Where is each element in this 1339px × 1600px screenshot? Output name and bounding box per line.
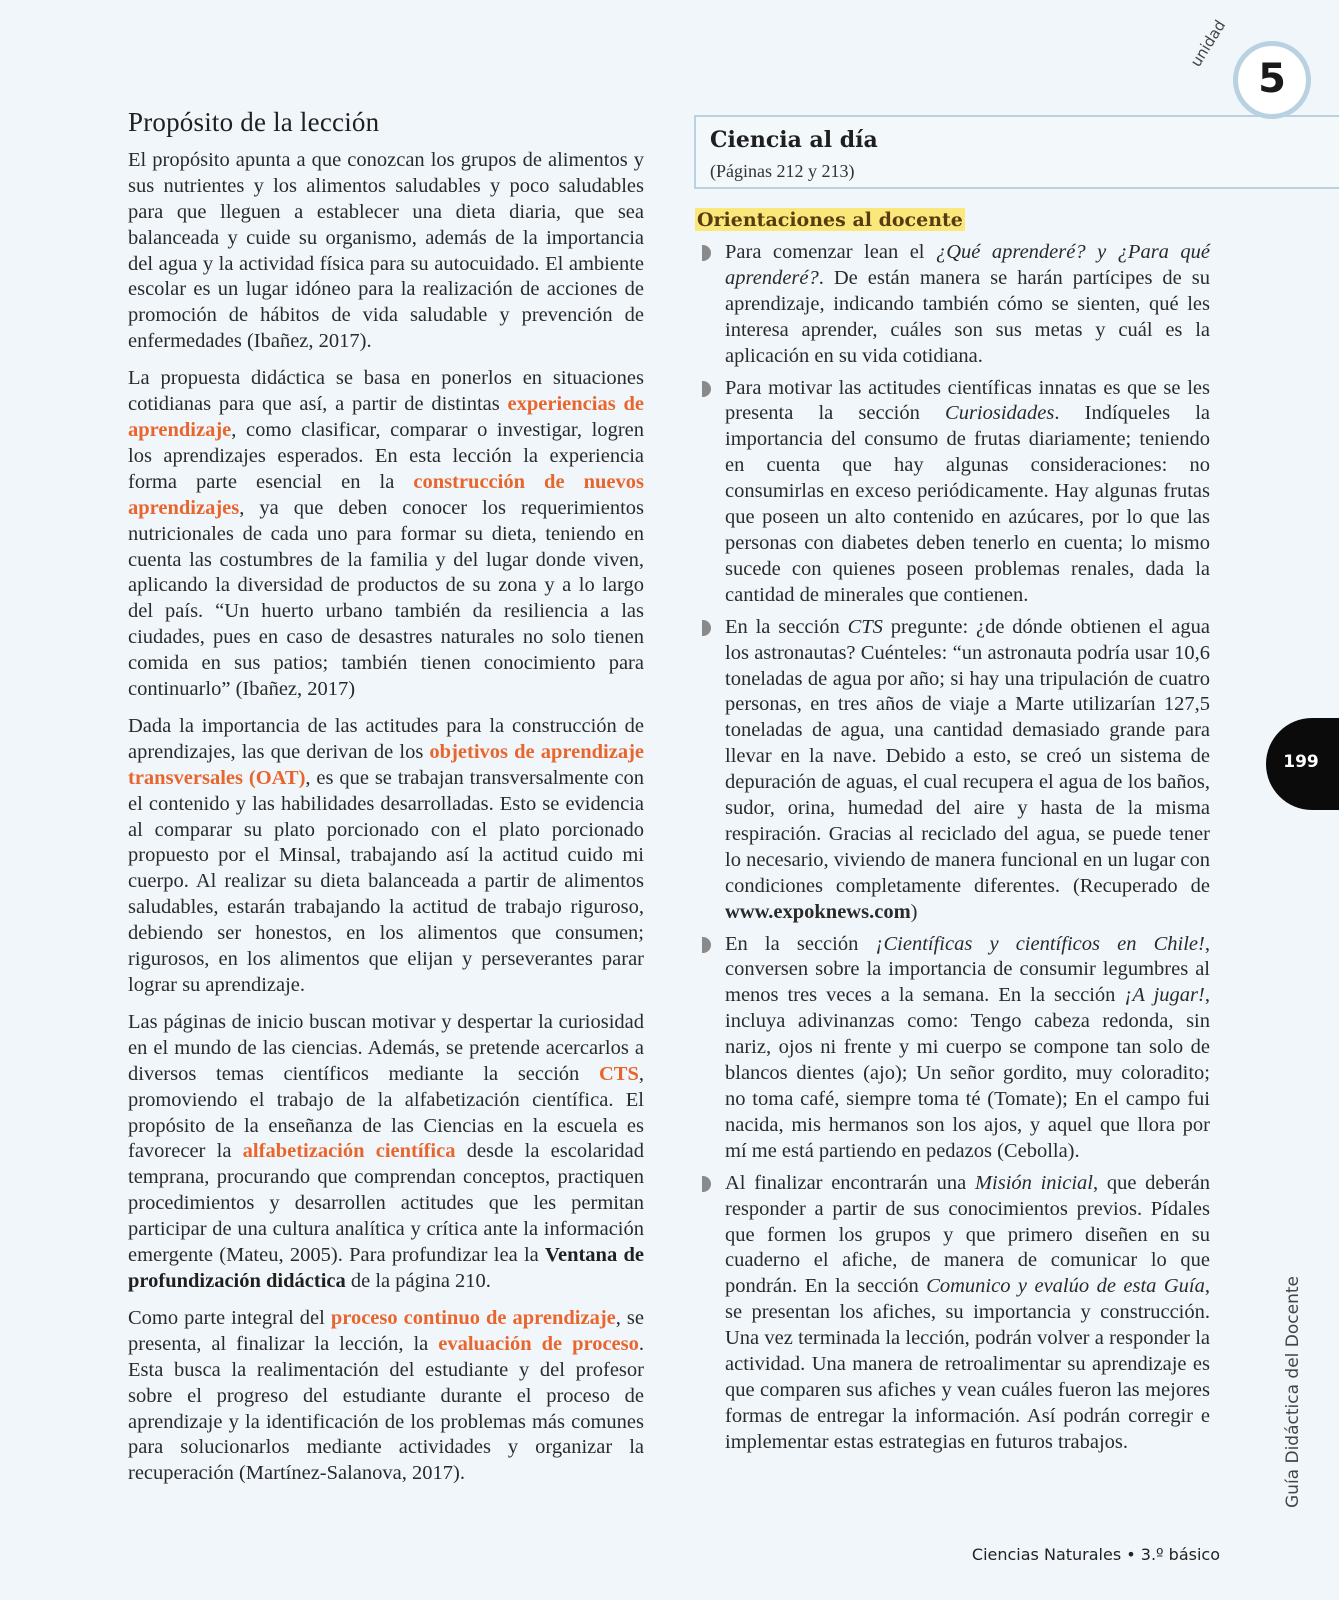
page-number-tab: [1266, 718, 1339, 810]
bullet-item: Para motivar las actitudes científicas innatas es que se les presenta la sección Curiosidades. Indíqueles la importancia del consumo de frutas diariamente; teniendo en cuenta que hay algunas consideraciones: no consumirlas en exceso periódicamente. Hay algunas frutas que poseen un alto contenido en azúcares, por lo que las personas con diabetes deben tenerlo en cuenta; lo mismo sucede con quienes poseen problemas renales, dada la cantidad de minerales que contienen.: [702, 376, 1210, 609]
bullet-icon: [702, 937, 711, 953]
bullet-item: Al finalizar encontrarán una Misión inicial, que deberán responder a partir de sus conocimientos previos. Pídales que formen los grupos y que primero diseñen en su cuaderno el afiche, de manera de comunicar lo que pondrán. En la sección Comunico y evalúo de esta Guía, se presentan los afiches, su importancia y construcción. Una vez terminada la lección, podrán volver a responder la actividad. Una manera de retroalimentar su aprendizaje es que comparen sus afiches y vean cuáles fueron las mejores formas de entregar la información. Así podrán corregir e implementar estas estrategias en futuros trabajos.: [702, 1171, 1210, 1456]
unit-number: 5: [1258, 56, 1286, 102]
highlight-term: construcción de nuevos aprendizajes: [128, 470, 644, 519]
highlight-term: proceso continuo de aprendizaje: [330, 1306, 616, 1329]
paragraph-2: La propuesta didáctica se basa en ponerlos en situaciones cotidianas para que así, a partir de distintas experiencias de aprendizaje, como clasificar, comparar o investigar, logren los aprendizajes esperados. En esta lección la experiencia forma parte esencial en la construcción de nuevos aprendizajes, ya que deben conocer los requerimientos nutricionales de cada uno para formar su dieta, teniendo en cuenta las costumbres de la familia y del lugar donde viven, aplicando la diversidad de productos de su zona y a lo largo del país. “Un huerto urbano también da resiliencia a las ciudades, pues en caso de desastres naturales no solo tienen comida en sus patios; también tienen conocimiento para continuarlo” (Ibañez, 2017): [128, 367, 645, 701]
bullet-icon: [702, 1176, 711, 1192]
side-guide-label: Guía Didáctica del Docente: [1283, 1276, 1303, 1508]
paragraph-3: Dada la importancia de las actitudes para la construcción de aprendizajes, las que derivan de los objetivos de aprendizaje transversales (OAT), es que se trabajan transversalmente con el contenido y las habilidades desarrolladas. Esto se evidencia al comparar su plato porcionado con el plato porcionado propuesto por el Minsal, trabajando así la actitud cuido mi cuerpo. Al realizar su dieta balanceada a partir de alimentos saludables, estarán trabajando la actitud de trabajo riguroso, debiendo ser honestos, en los alimentos que consumen; rigurosos, en los alimentos que elijan y perseverantes parar lograr su aprendizaje.: [128, 714, 644, 996]
highlight-term: objetivos de aprendizaje transversales (OAT): [128, 740, 644, 789]
lesson-purpose-heading: Propósito de la lección: [128, 107, 380, 137]
highlight-term: evaluación de proceso: [438, 1332, 639, 1355]
bullet-icon: [702, 620, 711, 636]
highlight-term: alfabetización científica: [242, 1140, 456, 1163]
right-column: [702, 240, 1210, 1462]
bold-term: Ventana de profundización didáctica: [128, 1244, 644, 1292]
bullet-item: En la sección ¡Científicas y científicos en Chile!, conversen sobre la importancia de consumir legumbres al menos tres veces a la semana. En la sección ¡A jugar!, incluya adivinanzas como: Tengo cabeza redonda, sin nariz, ojos ni frente y mi cuerpo se compone tan solo de blancos dientes (ajo); Un señor gordito, muy coloradito; no toma café, siempre toma té (Tomate); En el campo fui nacida, mis hermanos son los ajos, y aquel que llora por mí me está partiendo en pedazos (Cebolla).: [702, 932, 1210, 1165]
ciencia-al-dia-title: Ciencia al día: [710, 127, 878, 153]
unidad-label: unidad: [1186, 16, 1230, 70]
bullet-icon: [702, 245, 711, 261]
paragraph-1: El propósito apunta a que conozcan los grupos de alimentos y sus nutrientes y los alimentos saludables y poco saludables para que lleguen a establecer una dieta diaria, que sea balanceada y cuide su organismo, además de la importancia del agua y la actividad física para su autocuidado. El ambiente escolar es un lugar idóneo para la realización de acciones de promoción de hábitos de vida saludable y prevención de enfermedades (Ibañez, 2017).: [128, 148, 644, 353]
footer: Ciencias Naturales • 3.º básico: [971, 1545, 1220, 1564]
orientaciones-heading: Orientaciones al docente: [697, 209, 963, 231]
bullet-item: Para comenzar lean el ¿Qué aprenderé? y ¿Para qué aprenderé?. De están manera se harán partícipes de su aprendizaje, indicando también cómo se sienten, qué les interesa aprender, cuáles son sus metas y cuál es la aplicación en su vida cotidiana.: [702, 240, 1210, 370]
left-column: [128, 107, 645, 1498]
ciencia-al-dia-pages: (Páginas 212 y 213): [710, 161, 855, 181]
highlight-term: CTS: [598, 1062, 639, 1085]
ciencia-al-dia-box: [694, 115, 1339, 189]
paragraph-5: Como parte integral del proceso continuo de aprendizaje, se presenta, al finalizar la lección, la evaluación de proceso. Esta busca la realimentación del estudiante y del profesor sobre el progreso del estudiante durante el proceso de aprendizaje y la identificación de los problemas más comunes para solucionarlos mediante actividades y organizar la recuperación (Martínez-Salanova, 2017).: [128, 1306, 645, 1485]
unit-badge: [1233, 41, 1311, 119]
page-number: 199: [1283, 752, 1319, 772]
bullet-item: En la sección CTS pregunte: ¿de dónde obtienen el agua los astronautas? Cuénteles: “un astronauta podría usar 10,6 toneladas de agua por año; si hay una tripulación de cuatro personas, en tres años de viaje a Marte utilizarían 127,5 toneladas de agua, una cantidad demasiado grande para llevar en la nave. Debido a esto, se creó un sistema de depuración de aguas, el cual recupera el agua de los baños, sudor, orina, humedad del aire y hasta de la misma respiración. Gracias al reciclado del agua, se puede tener lo necesario, viviendo de manera funcional en un lugar con condiciones completamente diferentes. (Recuperado de www.expoknews.com): [702, 615, 1210, 926]
highlight-term: experiencias de aprendizaje: [128, 393, 645, 441]
source-link: www.expoknews.com: [725, 900, 911, 923]
paragraph-4: Las páginas de inicio buscan motivar y despertar la curiosidad en el mundo de las ciencias. Además, se pretende acercarlos a diversos temas científicos mediante la sección CTS, promoviendo el trabajo de la alfabetización científica. El propósito de la enseñanza de las Ciencias en la escuela es favorecer la alfabetización científica desde la escolaridad temprana, procurando que comprendan conceptos, practiquen procedimientos y desarrollen actitudes que les permitan participar de una cultura analítica y crítica ante la información emergente (Mateu, 2005). Para profundizar lea la Ventana de profundización didáctica de la página 210.: [128, 1010, 645, 1292]
bullet-icon: [702, 381, 711, 397]
